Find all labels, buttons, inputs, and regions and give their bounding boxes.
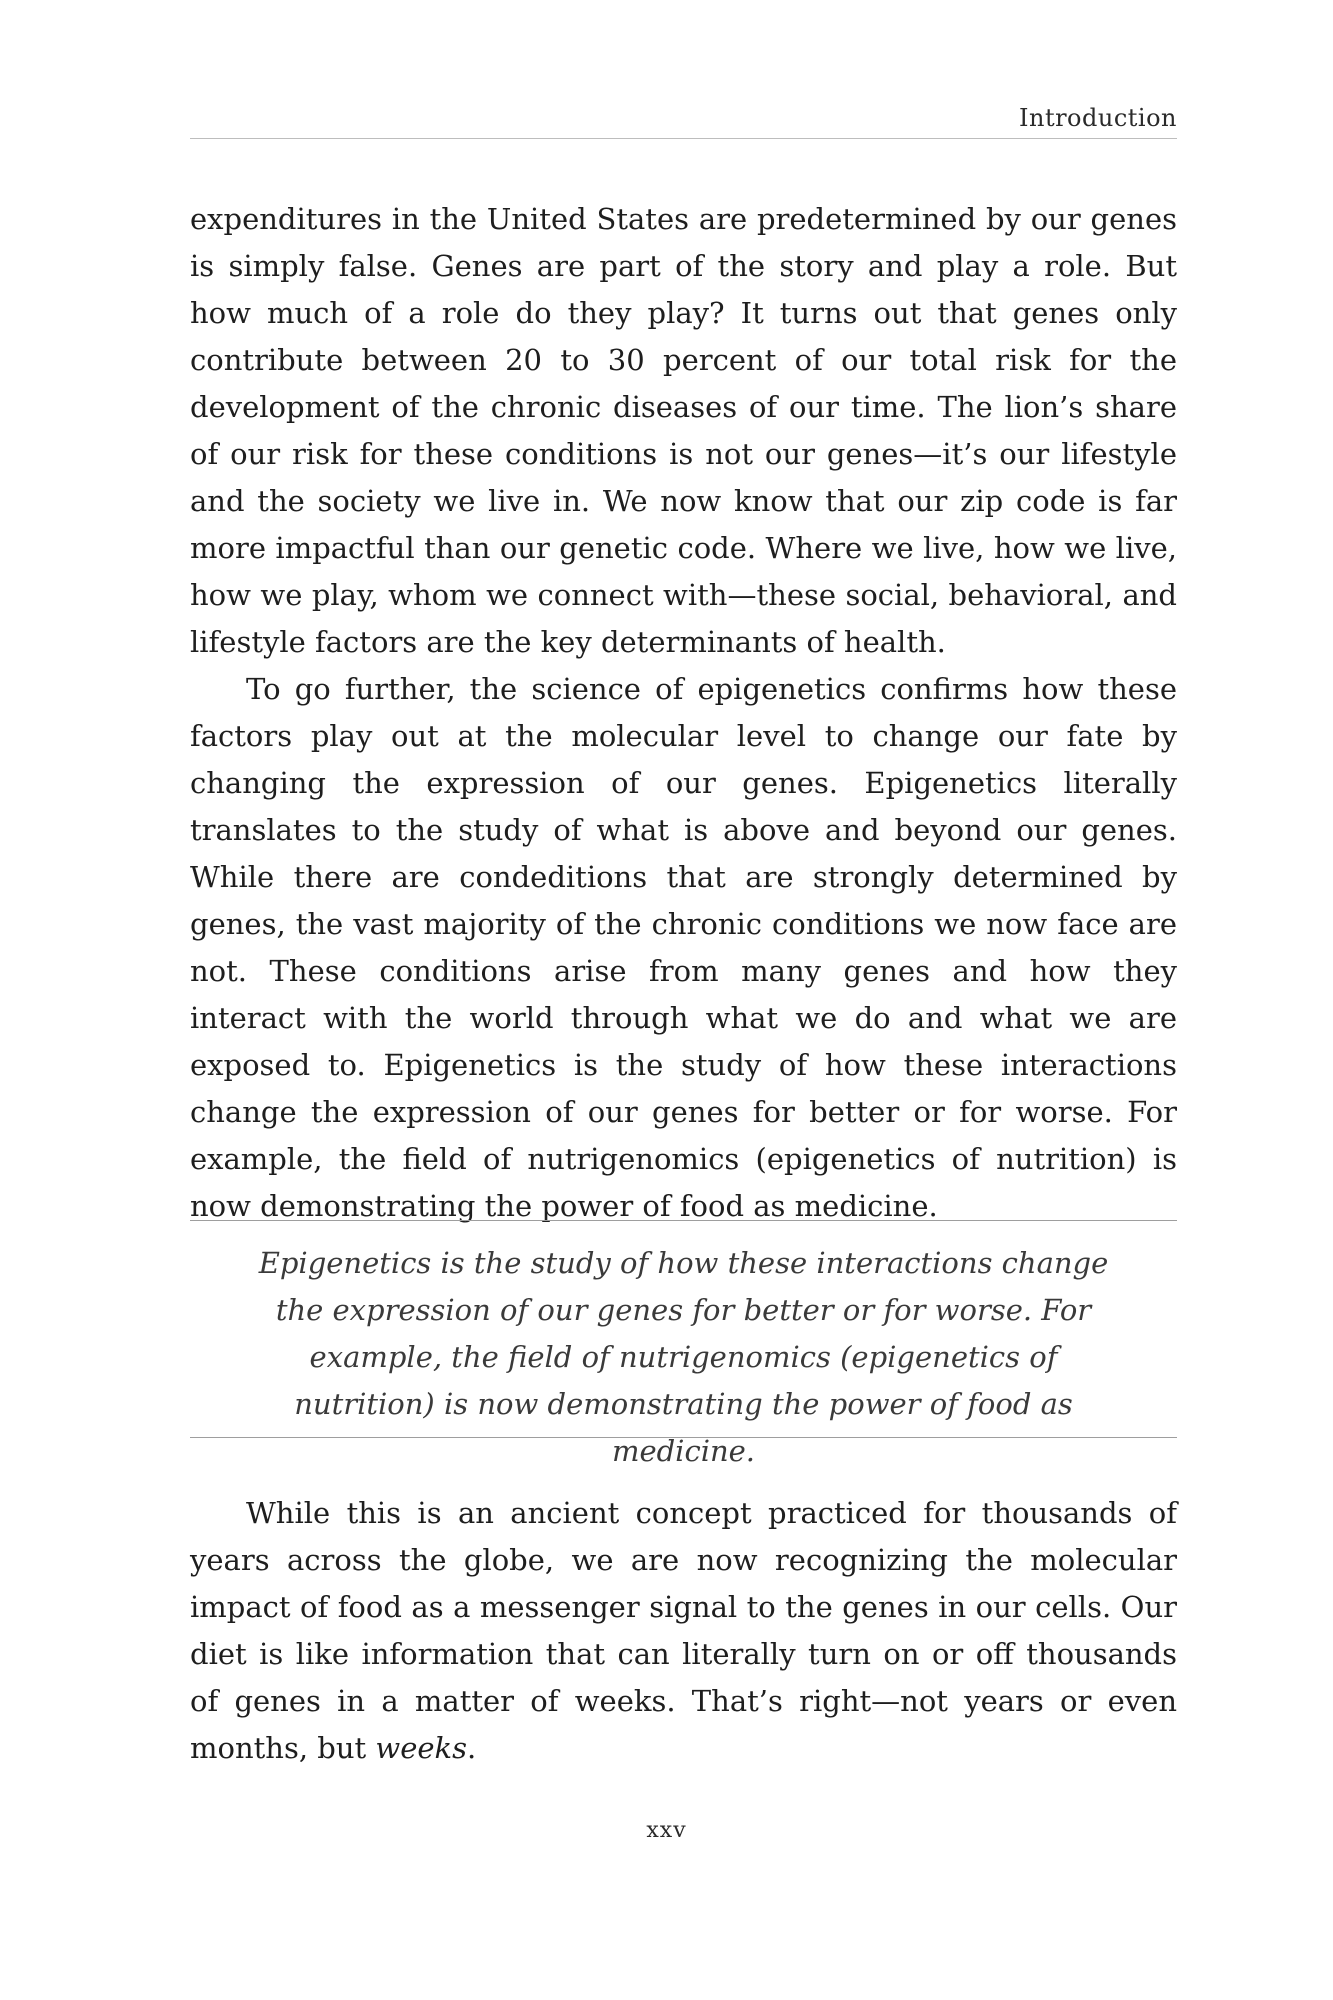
pull-quote-top-rule (190, 1220, 1177, 1221)
body-text-top (190, 196, 1177, 1230)
body-paragraph (190, 1490, 1177, 1772)
paragraph-end: . (467, 1731, 477, 1765)
pull-quote: Epigenetics is the study of how these interactions change the expression of our genes for better or for worse. For example, the field of nutrigenomics (epigenetics of nutrition) is now demonstrating the power of food as medicine. (258, 1246, 1109, 1468)
pull-quote-bottom-rule (190, 1437, 1177, 1438)
paragraph-text: While this is an ancient concept practiced for thousands of years across the globe, we are now recognizing the molecular impact of food as a messenger signal to the genes in our cells. Our diet is like information that can literally turn on or off thousands of genes in a matter of weeks. That’s right—not years or even months, but (190, 1496, 1177, 1765)
body-text-bottom (190, 1490, 1177, 1772)
header-rule (190, 138, 1177, 139)
page-number: xxv (646, 1818, 687, 1843)
body-paragraph: expenditures in the United States are predetermined by our genes is simply false. Genes are part of the story and play a role. But how much of a role do they play? It turns out that genes only contribute between 20 to 30 percent of our total risk for the development of the chronic diseases of our time. The lion’s share of our risk for these conditions is not our genes—it’s our lifestyle and the society we live in. We now know that our zip code is far more impactful than our genetic code. Where we live, how we live, how we play, whom we connect with—these social, behavioral, and lifestyle factors are the key determinants of health. (190, 202, 1177, 659)
body-paragraph: To go further, the science of epigenetics confirms how these factors play out at the molecular level to change our fate by changing the expression of our genes. Epigenetics literally translates to the study of what is above and beyond our genes. While there are condeditions that are strongly determined by genes, the vast majority of the chronic conditions we now face are not. These conditions arise from many genes and how they interact with the world through what we do and what we are exposed to. Epigenetics is the study of how these interactions change the expression of our genes for better or for worse. For example, the field of nutrigenomics (epigenetics of nutrition) is now demonstrating the power of food as medicine. (190, 672, 1177, 1223)
running-head: Introduction (1019, 104, 1177, 132)
emphasis-text: weeks (375, 1731, 468, 1765)
